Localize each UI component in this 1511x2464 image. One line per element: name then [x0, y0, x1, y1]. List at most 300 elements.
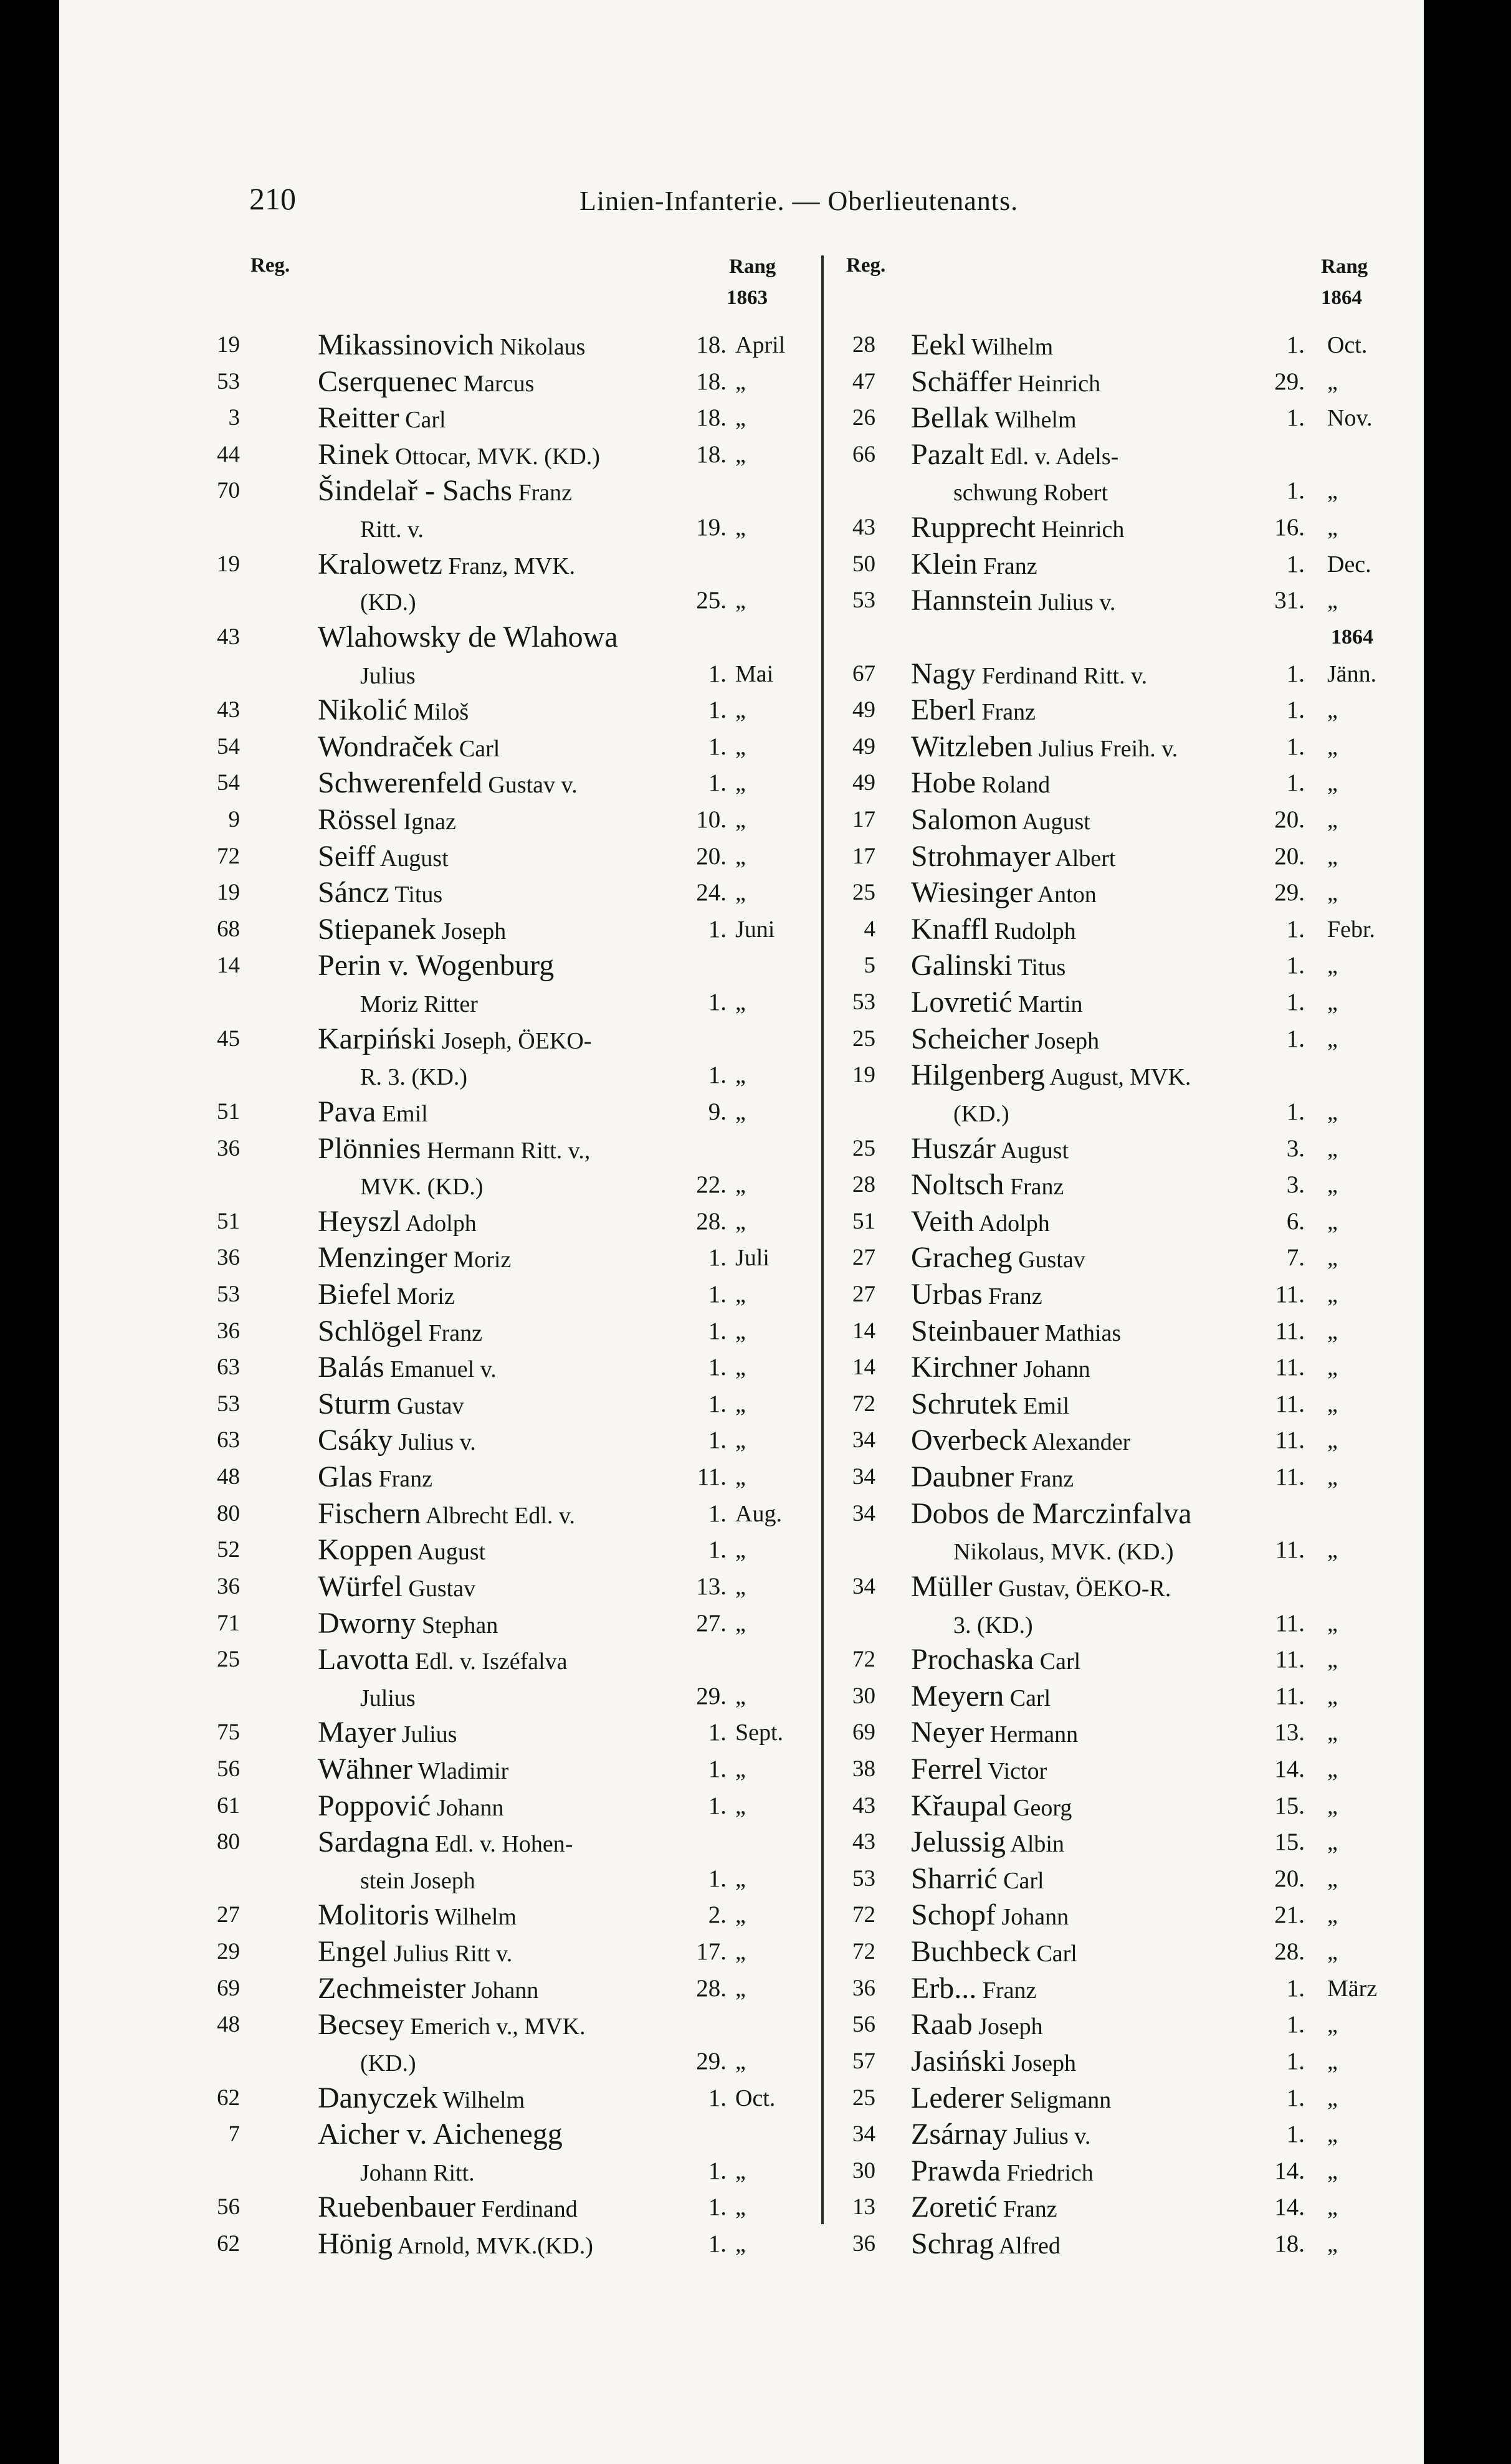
rank-month: „	[735, 515, 746, 541]
regiment-number: 19	[217, 551, 240, 577]
regiment-number: 3	[228, 405, 240, 430]
rank-day: 1.	[1286, 1975, 1305, 2002]
given-name: Gustav v.	[482, 772, 578, 798]
given-name: Carl	[997, 1868, 1044, 1894]
regiment-number: 67	[852, 661, 875, 687]
given-name: Albert	[1050, 845, 1116, 872]
rank-month: „	[1327, 1354, 1338, 1381]
surname: Neyer	[911, 1716, 984, 1749]
rank-day: 1.	[708, 1865, 727, 1892]
list-item	[0, 1057, 1511, 1093]
given-name: (KD.)	[953, 1101, 1009, 1127]
given-name: Johann	[1017, 1356, 1090, 1382]
rank-month: Jänn.	[1327, 661, 1377, 687]
regiment-number: 52	[217, 1537, 240, 1563]
given-name: Franz	[982, 1283, 1042, 1310]
regiment-number: 49	[852, 770, 875, 796]
officer-name	[911, 1678, 1051, 1716]
regiment-number: 25	[217, 1647, 240, 1672]
regiment-number: 72	[852, 1902, 875, 1928]
list-item	[0, 1715, 1511, 1751]
given-name: Georg	[1007, 1795, 1072, 1821]
given-name: Nikolaus	[493, 334, 586, 360]
rank-month: „	[1327, 2158, 1338, 2184]
rank-month: „	[735, 405, 746, 431]
rank-month: „	[735, 989, 746, 1016]
rank-day: 18.	[696, 441, 727, 468]
given-name: Titus	[1012, 954, 1066, 981]
list-item	[0, 1496, 1511, 1532]
regiment-number: 72	[217, 844, 240, 869]
given-name: Martin	[1012, 991, 1083, 1017]
rank-day: 16.	[1274, 514, 1305, 541]
rank-month: „	[735, 1062, 746, 1088]
rank-day: 1.	[1286, 952, 1305, 979]
given-name: Johann	[431, 1795, 504, 1821]
rank-month: „	[735, 1464, 746, 1490]
given-name: Titus	[389, 882, 443, 908]
surname: Schrutek	[911, 1387, 1018, 1420]
rank-day: 13.	[1274, 1719, 1305, 1746]
given-name: Hermann Ritt. v.,	[421, 1138, 591, 1164]
regiment-number: 53	[852, 587, 875, 613]
rank-day: 11.	[1275, 1536, 1305, 1563]
given-name: Joseph	[436, 918, 507, 944]
rank-day: 14.	[1274, 2157, 1305, 2184]
surname: Zechmeister	[318, 1972, 466, 2005]
officer-name	[911, 1751, 1047, 1789]
rank-month: Juni	[735, 916, 775, 943]
list-item	[0, 1532, 1511, 1568]
rank-day: 14.	[1274, 2194, 1305, 2220]
regiment-number: 36	[852, 1976, 875, 2001]
officer-name	[911, 2116, 1090, 2154]
surname: Eberl	[911, 693, 976, 726]
officer-name	[911, 1386, 1069, 1424]
rank-day: 28.	[696, 1208, 727, 1235]
officer-name	[911, 911, 1076, 949]
rank-month: „	[735, 2194, 746, 2220]
rank-day: 1.	[708, 989, 727, 1016]
rank-month: „	[735, 1318, 746, 1344]
rank-month: „	[1327, 2048, 1338, 2075]
rank-day: 28.	[696, 1975, 727, 2002]
rank-month: „	[735, 844, 746, 870]
surname: Rupprecht	[911, 511, 1036, 544]
list-item	[0, 1751, 1511, 1787]
surname: Poppović	[318, 1789, 431, 1822]
rank-month: „	[1327, 807, 1338, 833]
surname: Sturm	[318, 1387, 391, 1420]
given-name: Gustav, ÖEKO-R.	[992, 1576, 1171, 1602]
regiment-number: 34	[852, 2121, 875, 2147]
given-name: Franz	[977, 553, 1037, 579]
given-name: Julius Freih. v.	[1032, 736, 1178, 762]
rank-month: „	[1327, 1391, 1338, 1417]
surname: Steinbauer	[911, 1315, 1039, 1348]
surname: Nagy	[911, 657, 976, 690]
regiment-number: 44	[217, 442, 240, 467]
officer-name	[911, 364, 1100, 402]
rank-month: „	[1327, 1756, 1338, 1782]
rank-month: „	[1327, 770, 1338, 796]
given-name: Gustav	[402, 1576, 476, 1602]
regiment-number: 61	[217, 1793, 240, 1819]
rank-month: Juli	[735, 1245, 770, 1271]
officer-name	[911, 1788, 1072, 1826]
officer-name	[911, 583, 1115, 621]
regiment-number: 36	[217, 1574, 240, 1599]
given-name: Edl. v. Hohen-	[429, 1831, 573, 1857]
regiment-number: 27	[852, 1282, 875, 1307]
rank-day: 20.	[1274, 806, 1305, 833]
regiment-number: 34	[852, 1501, 875, 1526]
officer-name	[911, 400, 1077, 438]
given-name: Albrecht Edl. v.	[421, 1503, 575, 1529]
officer-name	[911, 984, 1083, 1022]
regiment-number: 43	[852, 515, 875, 540]
rank-day: 1.	[708, 916, 727, 943]
given-name: Emanuel v.	[384, 1356, 497, 1382]
officer-name	[911, 1131, 1069, 1169]
rank-day: 18.	[696, 368, 727, 395]
regiment-number: 71	[217, 1610, 240, 1636]
officer-name	[911, 327, 1053, 365]
surname: Cserquenec	[318, 365, 457, 398]
list-item	[0, 948, 1511, 984]
rank-day: 1.	[708, 769, 727, 796]
rank-day: 20.	[1274, 1865, 1305, 1892]
rank-day: 15.	[1274, 1829, 1305, 1855]
surname: Wiesinger	[911, 876, 1033, 909]
rank-day: 1.	[708, 1318, 727, 1344]
surname: Rinek	[318, 438, 389, 471]
given-name: Franz	[372, 1466, 433, 1492]
list-item	[0, 765, 1511, 801]
list-item	[0, 839, 1511, 875]
surname: Prawda	[911, 2154, 1001, 2187]
regiment-number: 43	[852, 1793, 875, 1819]
rank-month: „	[735, 734, 746, 760]
surname: Dobos de Marczinfalva	[911, 1497, 1192, 1530]
rank-month: „	[1327, 2012, 1338, 2038]
rank-day: 1.	[1286, 2085, 1305, 2111]
surname: Fischern	[318, 1497, 421, 1530]
rank-day: 1.	[1286, 660, 1305, 687]
surname: Dworny	[318, 1607, 416, 1640]
given-name: Franz	[422, 1320, 483, 1346]
regiment-number: 9	[228, 807, 240, 832]
officer-name	[911, 1824, 1064, 1862]
list-item	[0, 2043, 1511, 2080]
officer-name	[911, 1277, 1042, 1315]
rank-day: 1.	[708, 1427, 727, 1453]
rank-month: „	[735, 1354, 746, 1381]
regiment-number: 30	[852, 2158, 875, 2184]
given-name: Joseph	[1029, 1028, 1100, 1054]
rank-month: „	[735, 1902, 746, 1928]
rank-day: 2.	[708, 1901, 727, 1928]
given-name: Julius v.	[393, 1429, 476, 1455]
rank-month: „	[1327, 2085, 1338, 2111]
rank-month: „	[735, 2158, 746, 2184]
officer-name	[911, 2007, 1043, 2045]
regiment-number: 29	[217, 1939, 240, 1964]
given-name: Heinrich	[1011, 371, 1101, 397]
rank-day: 3.	[1286, 1171, 1305, 1198]
rank-day: 1.	[708, 2157, 727, 2184]
surname: Overbeck	[911, 1424, 1027, 1457]
surname: Glas	[318, 1460, 373, 1493]
given-name: Julius v.	[1007, 2123, 1091, 2149]
list-item	[0, 1788, 1511, 1824]
list-item	[0, 2007, 1511, 2043]
list-item	[0, 911, 1511, 948]
rank-day: 1.	[708, 1719, 727, 1746]
surname: Perin v. Wogenburg	[318, 949, 555, 982]
rank-day: 31.	[1274, 587, 1305, 614]
rank-month: „	[735, 1939, 746, 1965]
given-name: Franz	[1014, 1466, 1074, 1492]
regiment-number: 26	[852, 405, 875, 430]
rank-day: 1.	[708, 1792, 727, 1819]
regiment-number: 28	[852, 1172, 875, 1197]
rank-day: 18.	[1274, 2230, 1305, 2257]
rank-day: 1.	[708, 697, 727, 723]
rank-month: „	[735, 880, 746, 906]
regiment-number: 72	[852, 1939, 875, 1964]
regiment-number: 51	[217, 1209, 240, 1234]
rank-day: 13.	[696, 1573, 727, 1600]
regiment-number: 49	[852, 734, 875, 759]
regiment-number: 66	[852, 442, 875, 467]
officer-name	[911, 2226, 1061, 2264]
rank-day: 9.	[708, 1098, 727, 1125]
surname: Knaffl	[911, 913, 989, 946]
regiment-number: 72	[852, 1647, 875, 1672]
given-name: schwung Robert	[953, 480, 1108, 506]
given-name: R. 3. (KD.)	[360, 1064, 468, 1090]
surname: Buchbeck	[911, 1935, 1031, 1968]
officer-name	[911, 1971, 1036, 2009]
officer-name	[953, 1532, 1174, 1570]
regiment-number: 5	[864, 953, 875, 978]
given-name: Marcus	[457, 371, 535, 397]
rank-day: 1.	[1286, 331, 1305, 358]
given-name: Franz	[997, 2196, 1057, 2222]
rank-month: „	[735, 1172, 746, 1198]
rank-day: 1.	[708, 1354, 727, 1381]
rank-month: „	[735, 697, 746, 723]
officer-name	[911, 2043, 1076, 2081]
surname: Lavotta	[318, 1643, 409, 1676]
officer-name	[953, 1605, 1033, 1643]
rank-month: „	[1327, 587, 1338, 614]
given-name: Adolph	[974, 1211, 1050, 1237]
regiment-number: 56	[852, 2012, 875, 2037]
rank-day: 3.	[1286, 1135, 1305, 1162]
given-name: Carl	[1004, 1685, 1051, 1711]
surname: Strohmayer	[911, 840, 1051, 873]
rank-day: 11.	[1275, 1318, 1305, 1344]
list-item	[0, 692, 1511, 728]
given-name: Joseph	[972, 2014, 1043, 2040]
surname: Veith	[911, 1205, 975, 1238]
rank-day: 11.	[1275, 1463, 1305, 1490]
given-name: Ritt. v.	[360, 516, 424, 543]
surname: Daubner	[911, 1460, 1014, 1493]
given-name: Emerich v., MVK.	[404, 2014, 586, 2040]
officer-name	[911, 437, 1118, 475]
list-item	[0, 583, 1511, 619]
officer-name	[911, 802, 1090, 840]
rank-day: 11.	[1275, 1281, 1305, 1308]
officer-name	[911, 1715, 1078, 1753]
given-name: Roland	[975, 772, 1051, 798]
rank-month: Oct.	[1327, 332, 1368, 358]
surname: Jasiński	[911, 2045, 1006, 2078]
officer-name	[911, 2080, 1111, 2118]
given-name: (KD.)	[360, 589, 416, 616]
rank-month: „	[735, 2231, 746, 2257]
regiment-number: 51	[852, 1209, 875, 1234]
rank-day: 28.	[1274, 1938, 1305, 1965]
list-item	[0, 2153, 1511, 2189]
rank-month: „	[1327, 734, 1338, 760]
rank-day: 1.	[1286, 769, 1305, 796]
given-name: August	[1017, 809, 1090, 835]
regiment-number: 69	[217, 1976, 240, 2001]
officer-name	[911, 1240, 1085, 1278]
surname: Schwerenfeld	[318, 766, 482, 799]
rank-day: 1.	[1286, 1025, 1305, 1052]
list-item	[0, 1824, 1511, 1860]
surname: Nikolić	[318, 693, 408, 726]
rank-month: „	[1327, 369, 1338, 395]
rank-month: Febr.	[1327, 916, 1376, 943]
rank-month: „	[735, 1866, 746, 1892]
surname: Plönnies	[318, 1132, 421, 1165]
given-name: Moriz	[391, 1283, 455, 1310]
given-name: Rudolph	[988, 918, 1076, 944]
surname: Huszár	[911, 1132, 996, 1165]
regiment-number: 30	[852, 1683, 875, 1709]
officer-name	[911, 729, 1178, 767]
surname: Ruebenbauer	[318, 2190, 476, 2224]
rank-day: 1.	[1286, 989, 1305, 1016]
regiment-number: 80	[217, 1829, 240, 1855]
rank-month: „	[735, 1282, 746, 1308]
given-name: Carl	[1034, 1648, 1081, 1675]
list-item	[0, 1861, 1511, 1897]
given-name: Franz, MVK.	[442, 553, 576, 579]
surname: Seiff	[318, 840, 376, 873]
list-item	[0, 2116, 1511, 2152]
given-name: Johann	[995, 1904, 1069, 1930]
rank-month: Aug.	[735, 1501, 782, 1527]
rank-month: „	[735, 770, 746, 796]
surname: Karpiński	[318, 1022, 436, 1055]
rank-day: 1.	[708, 2194, 727, 2220]
list-item	[0, 1642, 1511, 1678]
surname: Salomon	[911, 803, 1018, 836]
list-item	[0, 1313, 1511, 1349]
rank-month: „	[1327, 2121, 1338, 2148]
regiment-number: 72	[852, 1391, 875, 1417]
given-name: Joseph, ÖEKO-	[436, 1028, 592, 1054]
surname: Mikassinovich	[318, 328, 494, 361]
regiment-number: 25	[852, 1026, 875, 1052]
regiment-number: 43	[217, 624, 240, 650]
given-name: Johann Ritt.	[360, 2160, 475, 2186]
regiment-number: 56	[217, 2194, 240, 2220]
right-year-label: 1864	[1321, 287, 1362, 309]
surname: Pava	[318, 1095, 376, 1128]
rank-month: „	[1327, 1245, 1338, 1271]
given-name: Carl	[399, 407, 446, 433]
rank-day: 11.	[1275, 1646, 1305, 1673]
surname: Lederer	[911, 2081, 1004, 2114]
rank-month: „	[1327, 2231, 1338, 2257]
surname: Mayer	[318, 1716, 396, 1749]
list-item	[0, 1167, 1511, 1203]
rank-month: „	[1327, 1610, 1338, 1637]
regiment-number: 48	[217, 1464, 240, 1490]
surname: Reitter	[318, 401, 399, 434]
given-name: Albin	[1006, 1831, 1064, 1857]
surname: Molitoris	[318, 1898, 429, 1931]
officer-name	[911, 1897, 1069, 1935]
year-marker: 1864	[1331, 626, 1373, 649]
list-item	[0, 1240, 1511, 1276]
given-name: Edl. v. Adels-	[984, 444, 1119, 470]
officer-name	[911, 1313, 1121, 1351]
rank-month: „	[735, 1537, 746, 1563]
rank-month: März	[1327, 1976, 1378, 2002]
regiment-number: 14	[852, 1318, 875, 1344]
surname: Urbas	[911, 1278, 983, 1311]
officer-name	[911, 1204, 1050, 1242]
given-name: Nikolaus, MVK. (KD.)	[953, 1539, 1174, 1565]
rank-day: 1.	[1286, 1098, 1305, 1125]
list-item	[0, 1277, 1511, 1313]
regiment-number: 17	[852, 807, 875, 832]
regiment-number: 25	[852, 880, 875, 905]
surname: Hönig	[318, 2227, 393, 2260]
given-name: Gustav	[1012, 1247, 1085, 1273]
given-name: Julius	[396, 1721, 457, 1748]
list-item	[0, 802, 1511, 838]
surname: Lovretić	[911, 986, 1013, 1019]
rank-month: „	[1327, 1683, 1338, 1710]
regiment-number: 36	[217, 1245, 240, 1270]
rank-day: 20.	[1274, 843, 1305, 870]
list-item	[0, 729, 1511, 765]
given-name: Franz	[1004, 1174, 1064, 1200]
list-item	[0, 1605, 1511, 1642]
regiment-number: 27	[852, 1245, 875, 1270]
surname: Bellak	[911, 401, 989, 434]
surname: Ferrel	[911, 1753, 983, 1786]
rank-month: „	[735, 1976, 746, 2002]
given-name: (KD.)	[360, 2050, 416, 2076]
surname: Stiepanek	[318, 913, 436, 946]
surname: Koppen	[318, 1533, 412, 1566]
surname: Hobe	[911, 766, 976, 799]
officer-name	[911, 1861, 1044, 1899]
surname: Křaupal	[911, 1789, 1008, 1822]
rank-day: 25.	[696, 587, 727, 614]
